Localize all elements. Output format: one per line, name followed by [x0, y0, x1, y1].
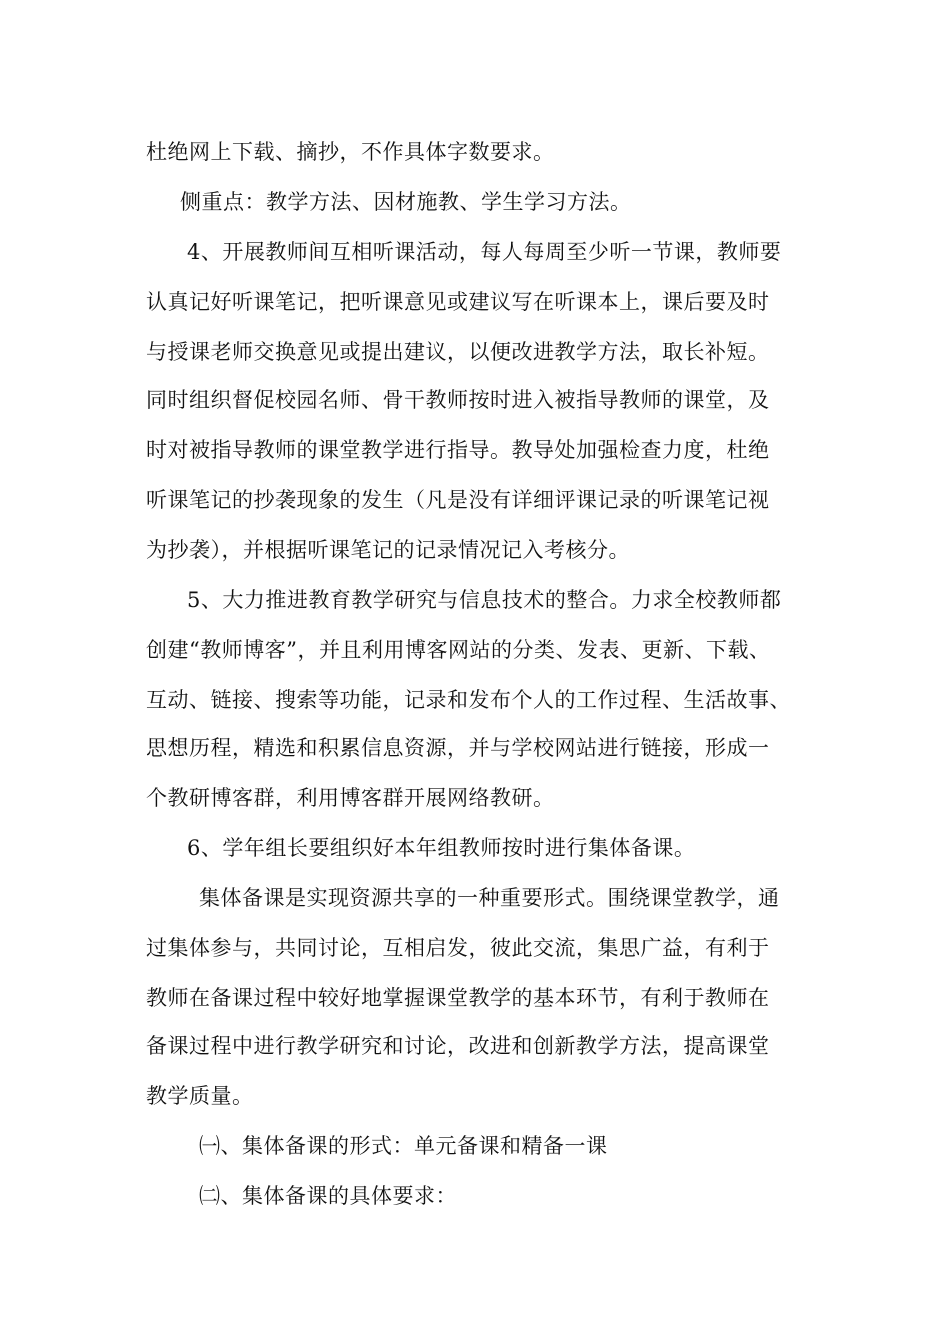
text-line: 过集体参与，共同讨论，互相启发，彼此交流，集思广益，有利于: [146, 936, 770, 960]
text-line: 与授课老师交换意见或提出建议，以便改进教学方法，取长补短。: [146, 340, 770, 364]
text-line: 教师在备课过程中较好地掌握课堂教学的基本环节，有利于教师在: [146, 986, 770, 1010]
text-line: 教学质量。: [146, 1084, 254, 1108]
text-line: 杜绝网上下载、摘抄，不作具体字数要求。: [146, 140, 555, 164]
text-line: 创建“教师博客”，并且利用博客网站的分类、发表、更新、下载、: [146, 638, 771, 662]
text-line: 时对被指导教师的课堂教学进行指导。教导处加强检查力度，杜绝: [146, 438, 770, 462]
text-line: 5、大力推进教育教学研究与信息技术的整合。力求全校教师都: [187, 588, 782, 612]
text-line: 思想历程，精选和积累信息资源，并与学校网站进行链接，形成一: [146, 736, 770, 760]
text-line: 4、开展教师间互相听课活动，每人每周至少听一节课，教师要: [187, 240, 782, 264]
text-line: 为抄袭），并根据听课笔记的记录情况记入考核分。: [146, 538, 630, 562]
text-line: 互动、链接、搜索等功能，记录和发布个人的工作过程、生活故事、: [146, 688, 791, 712]
text-line: 认真记好听课笔记，把听课意见或建议写在听课本上，课后要及时: [146, 290, 770, 314]
text-line: 听课笔记的抄袭现象的发生（凡是没有详细评课记录的听课笔记视: [146, 488, 770, 512]
text-line: 侧重点：教学方法、因材施教、学生学习方法。: [180, 190, 632, 214]
text-line: 集体备课是实现资源共享的一种重要形式。围绕课堂教学，通: [199, 886, 780, 910]
text-line: 同时组织督促校园名师、骨干教师按时进入被指导教师的课堂，及: [146, 388, 770, 412]
text-line: 6、学年组长要组织好本年组教师按时进行集体备课。: [187, 836, 696, 860]
text-line: 个教研博客群，利用博客群开展网络教研。: [146, 786, 555, 810]
text-line: 备课过程中进行教学研究和讨论，改进和创新教学方法，提高课堂: [146, 1034, 770, 1058]
text-line: ㈡、集体备课的具体要求：: [199, 1184, 457, 1208]
text-line: ㈠、集体备课的形式：单元备课和精备一课: [199, 1134, 608, 1158]
